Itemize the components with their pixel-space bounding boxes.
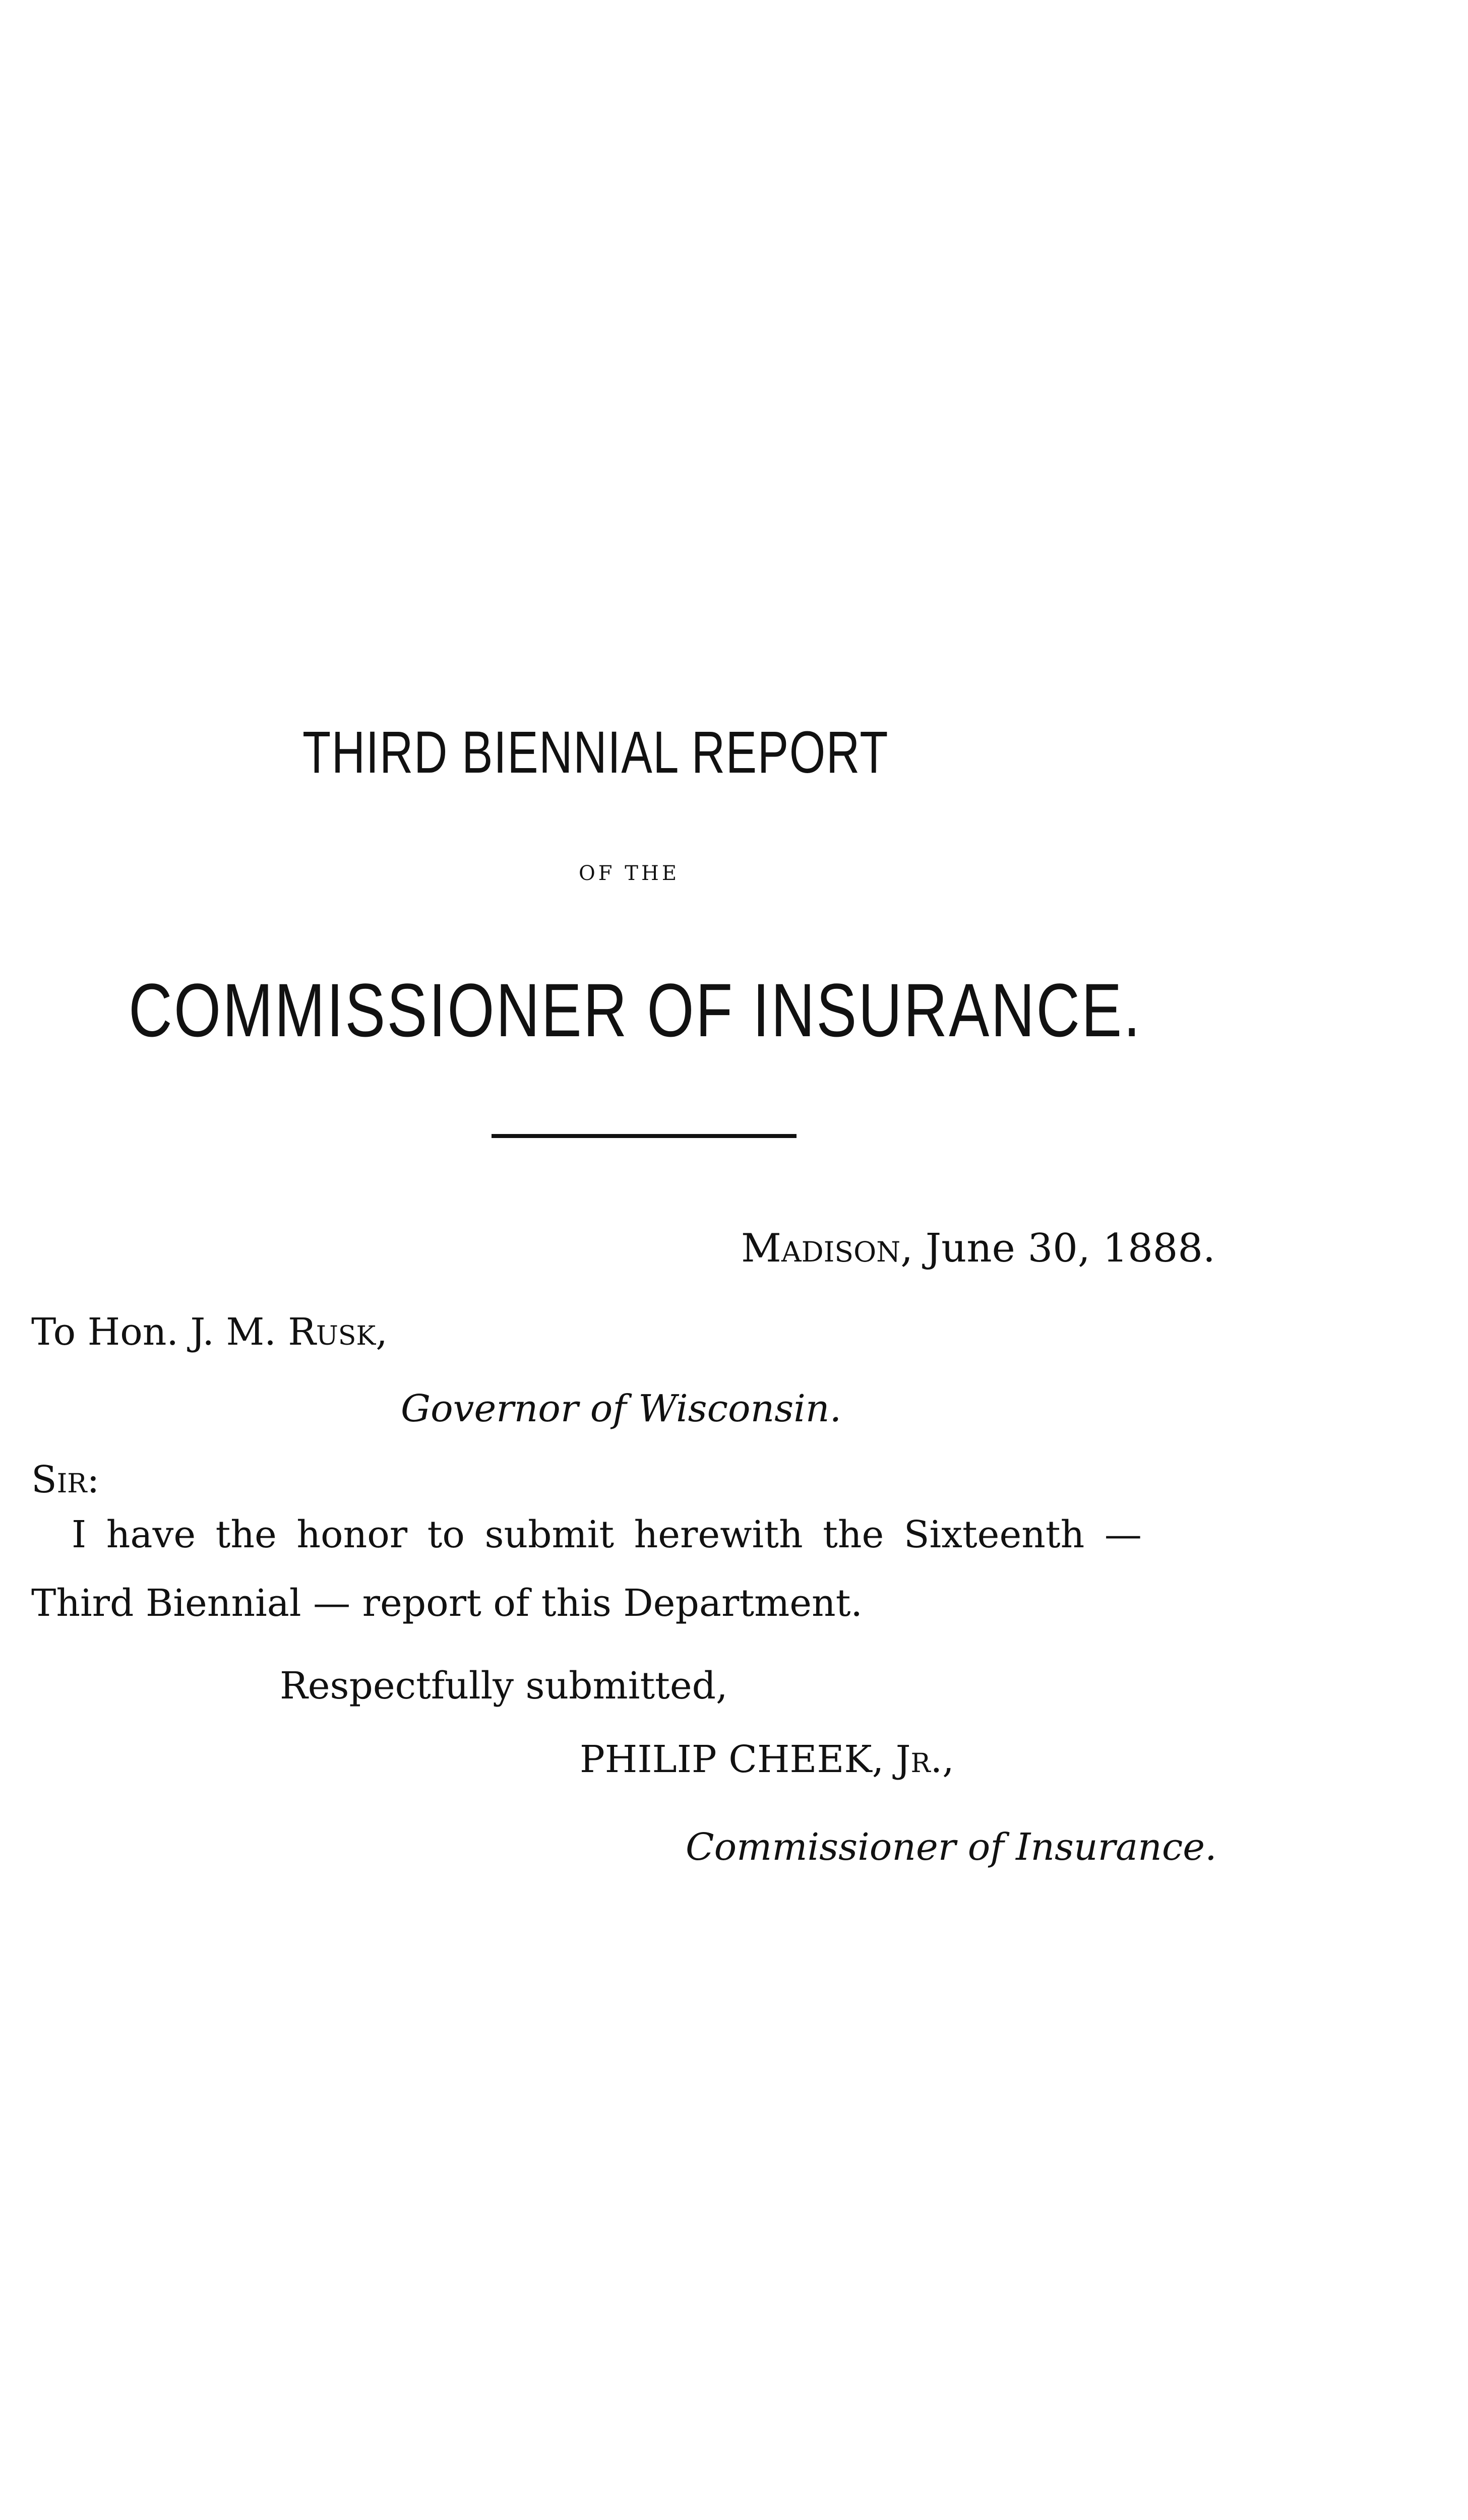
addressee-name: Rusk,	[288, 1310, 388, 1354]
signer-name: PHILIP CHEEK,	[580, 1738, 884, 1781]
signature	[580, 1738, 954, 1781]
addressee	[31, 1310, 388, 1354]
salutation: Sir:	[31, 1458, 100, 1501]
signer-suffix: Jr.,	[895, 1738, 954, 1781]
dateline-place: Madison,	[741, 1226, 913, 1271]
of-the-label: OF THE	[579, 862, 680, 885]
title-divider	[492, 1134, 797, 1138]
body-text-line-2: Third Biennial — report of this Department.	[31, 1582, 863, 1625]
addressee-title: Governor of Wisconsin.	[401, 1387, 842, 1430]
dateline	[741, 1226, 1215, 1271]
dateline-date: June 30, 1888.	[925, 1226, 1215, 1271]
report-title: THIRD BIENNIAL REPORT	[302, 719, 889, 786]
signer-title: Commissioner of Insurance.	[686, 1825, 1217, 1869]
body-text-line-1: I have the honor to submit herewith the Sixteenth —	[72, 1513, 1142, 1556]
office-title: COMMISSIONER OF INSURANCE.	[129, 968, 1142, 1052]
closing: Respectfully submitted,	[280, 1664, 728, 1708]
addressee-prefix: To Hon. J. M.	[31, 1310, 276, 1354]
